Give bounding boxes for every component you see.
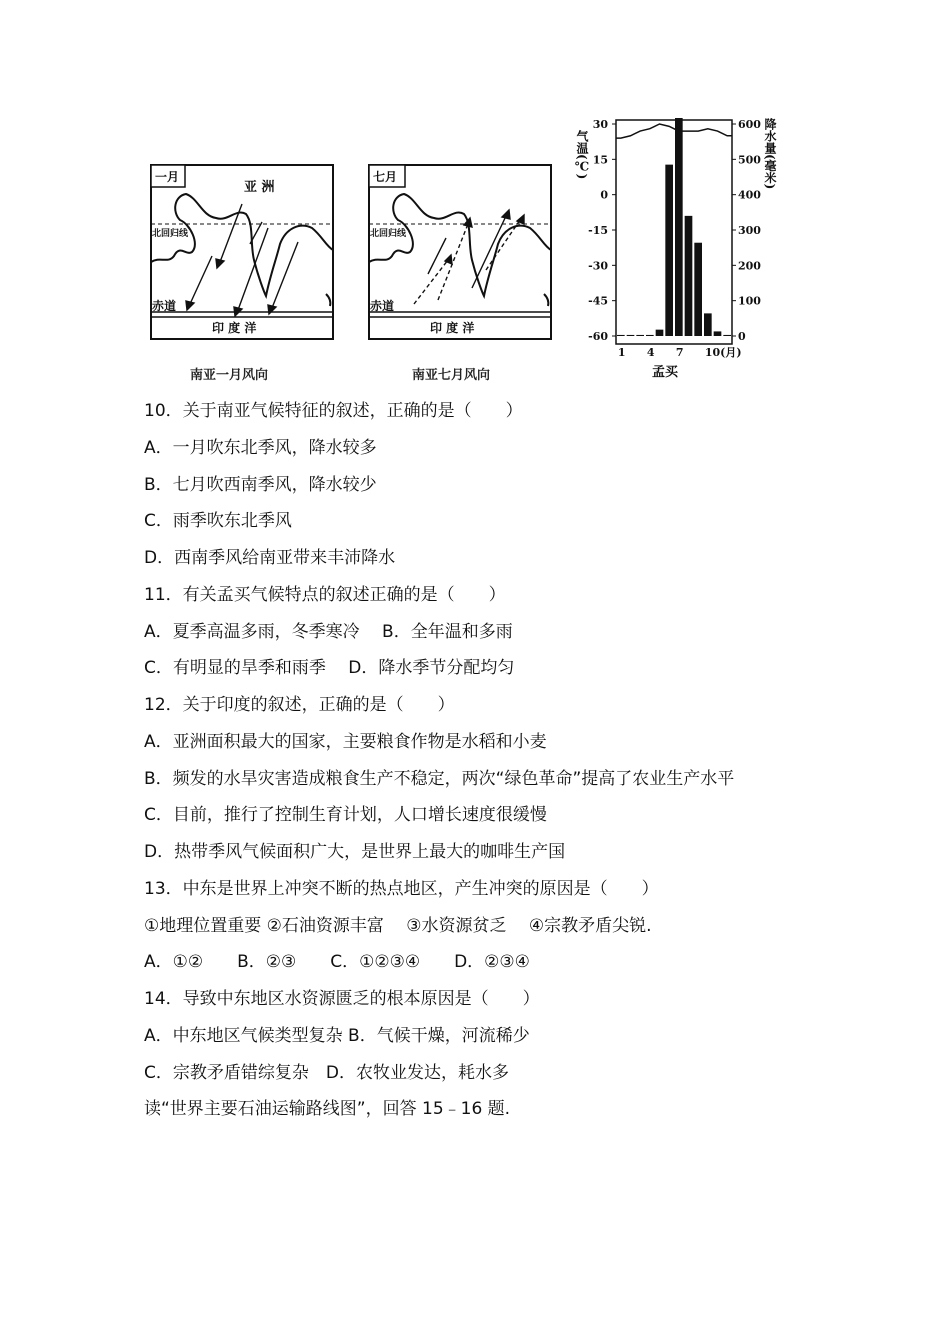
- option-10a: A．一月吹东北季风，降水较多: [144, 437, 377, 458]
- y-right-tick-label: 300: [738, 224, 761, 237]
- precipitation-bar: [656, 330, 664, 336]
- precipitation-bar: [675, 118, 683, 336]
- january-equator-label: 赤道: [152, 299, 177, 313]
- y-right-tick-label: 600: [738, 118, 761, 131]
- y-right-tick-label: 500: [738, 153, 761, 167]
- y-left-tick-label: 0: [600, 188, 608, 202]
- option-12c: C．目前，推行了控制生育计划，人口增长速度很缓慢: [144, 805, 547, 826]
- january-tropic-label: 北回归线: [152, 229, 189, 239]
- question-13: 13．中东是世界上冲突不断的热点地区，产生冲突的原因是（ ）: [144, 878, 659, 899]
- january-tag: 一月: [155, 170, 180, 184]
- y-left-tick-label: -30: [588, 259, 608, 273]
- y-right-axis-label: 降水量(毫米): [763, 118, 777, 190]
- option-11cd: C．有明显的旱季和雨季 D．降水季节分配均匀: [144, 658, 515, 679]
- precipitation-bar: [694, 243, 702, 336]
- y-left-axis-label: 气温(℃): [575, 130, 589, 180]
- x-tick-label: 10(月): [704, 346, 742, 359]
- option-14ab: A．中东地区气候类型复杂 B．气候干燥，河流稀少: [144, 1025, 530, 1046]
- precipitation-bar: [714, 331, 722, 336]
- precipitation-bar: [704, 313, 712, 336]
- option-12d: D．热带季风气候面积广大，是世界上最大的咖啡生产国: [144, 842, 566, 862]
- question-11: 11．有关孟买气候特点的叙述正确的是（ ）: [144, 584, 506, 605]
- july-equator-label: 赤道: [370, 299, 395, 313]
- y-left-tick-label: 30: [592, 118, 608, 131]
- precipitation-bar: [627, 335, 635, 336]
- y-left-tick-label: -45: [588, 294, 608, 308]
- precipitation-bar: [646, 335, 654, 336]
- option-10c: C．雨季吹东北季风: [144, 511, 292, 532]
- y-left-tick-label: -60: [588, 330, 608, 343]
- y-left-tick-label: -15: [588, 224, 608, 237]
- july-wind-map: [368, 164, 552, 340]
- option-12a: A．亚洲面积最大的国家，主要粮食作物是水稻和小麦: [144, 731, 547, 752]
- y-right-tick-label: 200: [738, 259, 761, 273]
- y-right-tick-label: 0: [738, 330, 746, 343]
- january-wind-map: [150, 164, 334, 340]
- option-14cd: C．宗教矛盾错综复杂 D．农牧业发达，耗水多: [144, 1062, 509, 1083]
- july-map-caption: 南亚七月风向: [412, 368, 491, 383]
- reading-prompt: 读“世界主要石油运输路线图”，回答 15﹣16 题.: [144, 1099, 511, 1120]
- x-tick-label: 7: [675, 346, 684, 359]
- chart-title: 孟买: [652, 365, 679, 380]
- question-list: [144, 400, 844, 1135]
- option-10d: D．西南季风给南亚带来丰沛降水: [144, 548, 396, 568]
- y-left-tick-label: 15: [592, 153, 608, 167]
- precipitation-bar: [723, 335, 731, 336]
- july-tropic-label: 北回归线: [370, 229, 407, 239]
- y-right-tick-label: 400: [738, 188, 761, 202]
- option-11ab: A．夏季高温多雨，冬季寒冷 B．全年温和多雨: [144, 621, 513, 642]
- january-region-label: 亚 洲: [244, 180, 275, 195]
- option-10b: B．七月吹西南季风，降水较少: [144, 474, 377, 495]
- question-12: 12．关于印度的叙述，正确的是（ ）: [144, 695, 455, 715]
- january-ocean-label: 印 度 洋: [212, 321, 257, 335]
- y-right-tick-label: 100: [738, 294, 761, 308]
- option-13: A．①② B．②③ C．①②③④ D．②③④: [144, 952, 530, 973]
- precipitation-bar: [685, 216, 693, 336]
- precipitation-bar: [665, 165, 673, 336]
- question-13-items: ①地理位置重要 ②石油资源丰富 ③水资源贫乏 ④宗教矛盾尖锐.: [144, 915, 652, 936]
- precipitation-bar: [617, 335, 625, 336]
- question-10: 10．关于南亚气候特征的叙述，正确的是（ ）: [144, 401, 523, 421]
- question-14: 14．导致中东地区水资源匮乏的根本原因是（ ）: [144, 989, 540, 1009]
- january-map-caption: 南亚一月风向: [190, 368, 269, 383]
- option-12b: B．频发的水旱灾害造成粮食生产不稳定，两次“绿色革命”提高了农业生产水平: [144, 768, 735, 789]
- mumbai-climate-chart: [568, 110, 798, 385]
- x-tick-label: 4: [646, 346, 655, 359]
- july-tag: 七月: [373, 170, 398, 184]
- july-ocean-label: 印 度 洋: [430, 321, 475, 335]
- precipitation-bar: [636, 335, 644, 336]
- x-tick-label: 1: [617, 346, 626, 359]
